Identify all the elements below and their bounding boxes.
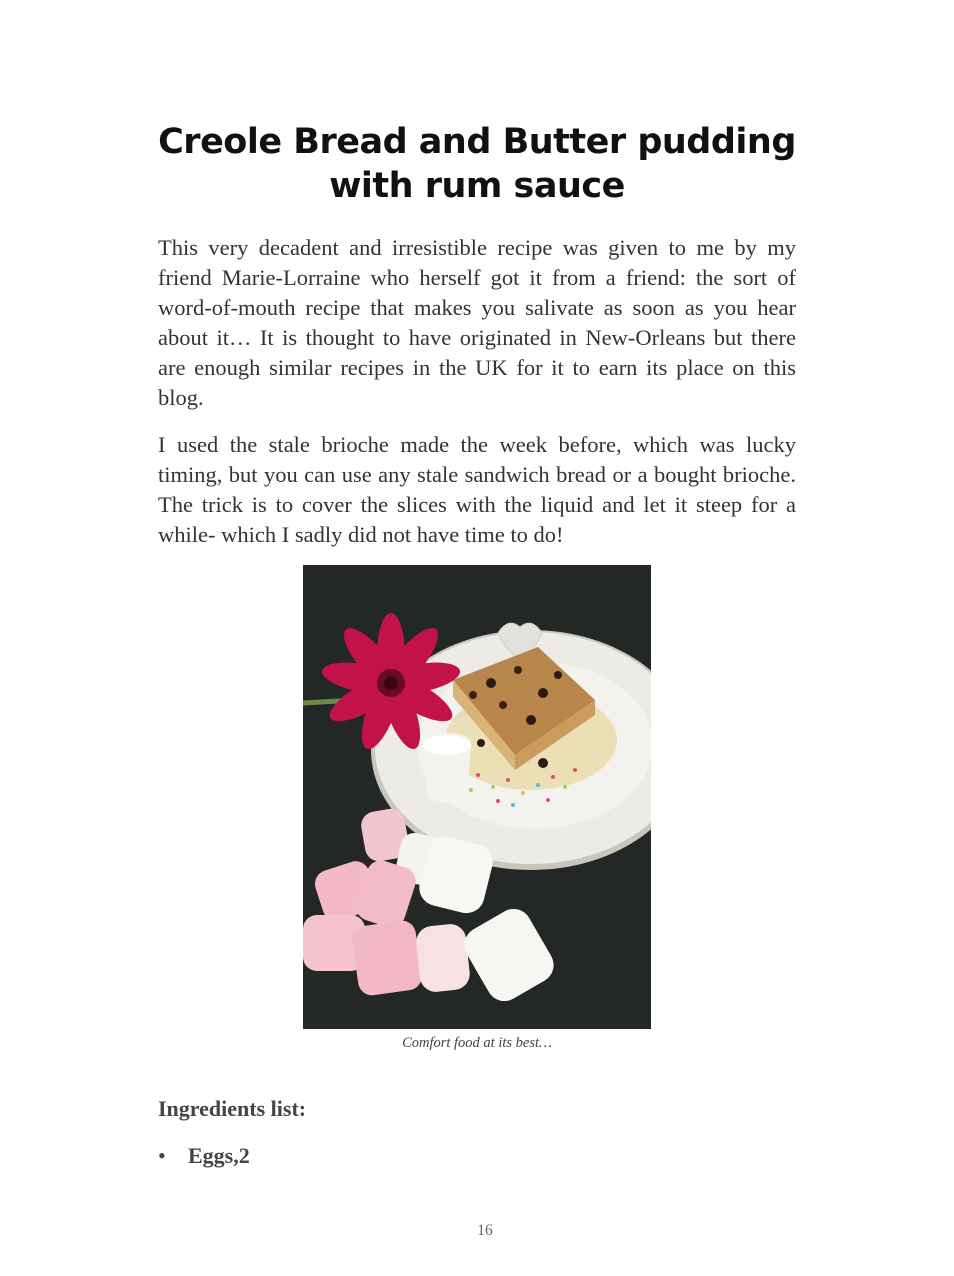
brioche-paragraph: I used the stale brioche made the week before, which was lucky timing, but you can use any stale sandwich bread or a bought brioche. The trick is to cover the slices with the liquid and let it steep for a while- which I sadly did not have time to do! [158,432,796,547]
ingredient-text: Eggs,2 [188,1143,250,1168]
ingredients-list [158,1143,250,1173]
pudding-photo [303,565,651,1029]
bullet-icon: • [158,1143,166,1168]
ingredients-heading: Ingredients list: [158,1096,307,1121]
recipe-title: Creole Bread and Butter pudding with rum sauce [158,122,796,206]
page-number: 16 [477,1222,493,1239]
marshmallow-on-plate [423,733,471,803]
intro-paragraph: This very decadent and irresistible recipe was given to me by my friend Marie-Lorraine who herself got it from a friend: the sort of word-of-mouth recipe that makes you salivate as soon as you hear about it… It is thought to have originated in New-Orleans but there are enough similar recipes in the UK for it to earn its place on this blog. [158,235,796,410]
photo-caption: Comfort food at its best… [402,1035,552,1051]
list-item [158,1143,250,1173]
